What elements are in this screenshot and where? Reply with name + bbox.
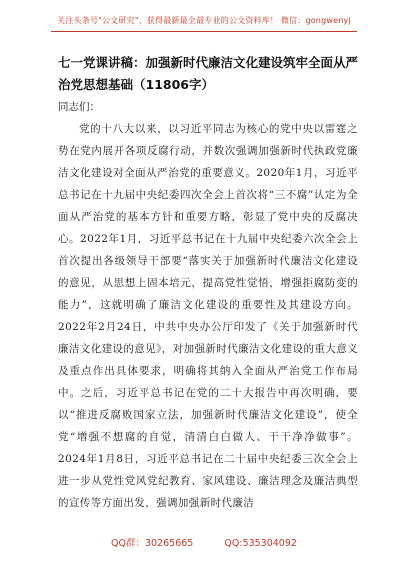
footer-qq: QQ:535304092	[224, 538, 297, 549]
header-promo-text: 关注头条号"公文研究"，获得最新最全最专业的公文资料库！ 微信：gongwenyj	[51, 15, 357, 32]
body-paragraph: 党的十八大以来，以习近平同志为核心的党中央以雷霆之势在党内展开各项反腐行动，并数次强调加强新时代执政党廉洁文化建设对全面从严治党的重要意义。2020年1月，习近平总书记在十九届中央纪委四次全会上首次将“三不腐”认定为全面从严治党的基本方针和重要方略，彰显了党中央的反腐决心。2022年1月，习近平总书记在十九届中央纪委六次全会上首次提出各级领导干部要“落实关于加强新时代廉洁文化建设的意见，从思想上固本培元，提高党性觉悟，增强拒腐防变的能力”，这就明确了廉洁文化建设的重要性及其建设方向。2022年2月24日，中共中央办公厅印发了《关于加强新时代廉洁文化建设的意见》，对加强新时代廉洁文化建设的重大意义及重点作出具体要求，明确将其纳入全面从严治党工作布局中。之后，习近平总书记在党的二十大报告中再次明确，要以“推进反腐败国家立法，加强新时代廉洁文化建设”，使全党“增强不想腐的自觉，清清白白做人、干干净净做事”。2024年1月8日，习近平总书记在二十届中央纪委三次全会上进一步从党性党风党纪教育、家风建设、廉洁理念及廉洁典型的宣传等方面出发，强调加强新时代廉洁	[58, 123, 358, 509]
document-title: 七一党课讲稿：加强新时代廉洁文化建设筑牢全面从严治党思想基础（11806字）	[58, 55, 359, 92]
footer-qq-group: QQ群：30265665	[111, 538, 194, 549]
document-content	[58, 52, 358, 514]
salutation: 同志们：	[58, 101, 100, 113]
page-footer	[0, 535, 408, 549]
page-header	[0, 8, 408, 30]
